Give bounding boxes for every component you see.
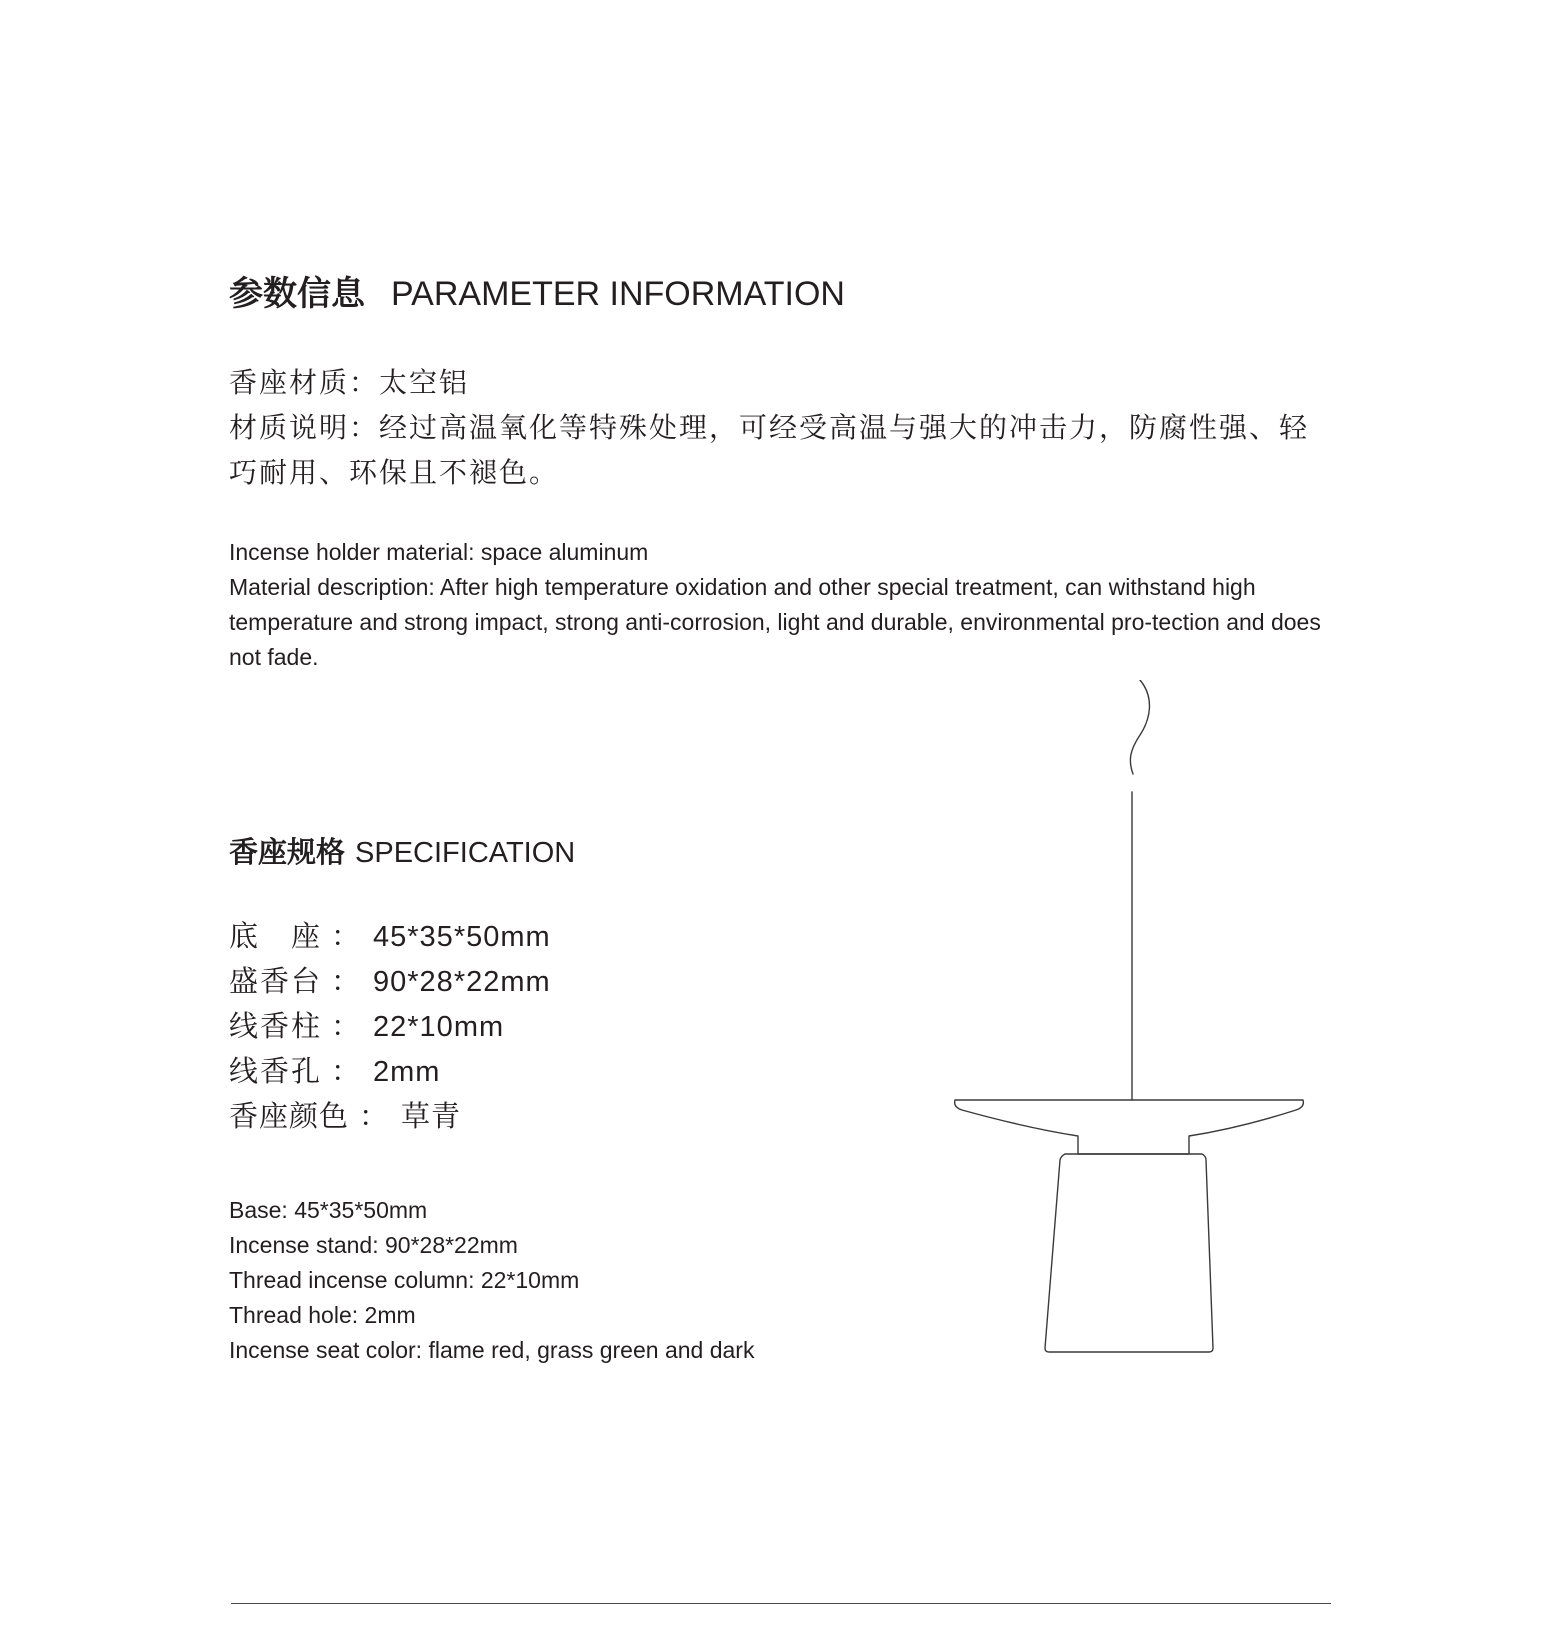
specification-heading-cn: 香座规格: [229, 837, 346, 869]
parameter-heading-en: PARAMETER INFORMATION: [391, 275, 845, 313]
spec-value: 2mm: [373, 1056, 441, 1088]
spec-label: 盛香台: [229, 966, 321, 998]
spec-colon: ：: [331, 921, 362, 953]
spec-en-stand: Incense stand: 90*28*22mm: [229, 1232, 518, 1258]
spec-row-color: [229, 1095, 551, 1140]
spec-label: 底 座: [229, 921, 321, 953]
material-en: Incense holder material: space aluminum: [229, 539, 649, 565]
footer-divider: [231, 1603, 1331, 1604]
spec-row-column: [229, 1005, 551, 1050]
specification-heading: [229, 830, 575, 871]
spec-colon: ：: [331, 966, 362, 998]
incense-holder-drawing: [940, 680, 1340, 1360]
spec-en-color: Incense seat color: flame red, grass green and dark: [229, 1337, 755, 1363]
spec-colon: ：: [331, 1056, 362, 1088]
spec-list-cn: [229, 915, 551, 1140]
incense-tray: [955, 1100, 1304, 1154]
smoke-line: [1130, 680, 1149, 774]
material-cn: 香座材质：太空铝: [229, 367, 470, 398]
spec-en-column: Thread incense column: 22*10mm: [229, 1267, 580, 1293]
parameter-heading: [229, 266, 845, 315]
spec-row-stand: [229, 960, 551, 1005]
spec-label: 香座颜色: [229, 1101, 350, 1133]
spec-value: 22*10mm: [373, 1011, 505, 1043]
spec-value: 90*28*22mm: [373, 966, 551, 998]
spec-en-base: Base: 45*35*50mm: [229, 1197, 428, 1223]
parameter-heading-cn: 参数信息: [229, 275, 365, 313]
spec-row-hole: [229, 1050, 551, 1095]
description-cn: 材质说明：经过高温氧化等特殊处理，可经受高温与强大的冲击力，防腐性强、轻巧耐用、环保且不褪色。: [229, 412, 1310, 488]
spec-en-hole: Thread hole: 2mm: [229, 1302, 416, 1328]
description-en: Material description: After high temperature oxidation and other special treatment, can withstand high temperature and strong impact, strong anti-corrosion, light and durable, environmental pro-tection and does not fade.: [229, 574, 1321, 670]
incense-base: [1045, 1154, 1213, 1352]
specification-heading-en: SPECIFICATION: [355, 837, 576, 869]
spec-value: 45*35*50mm: [373, 921, 551, 953]
spec-colon: ：: [359, 1101, 390, 1133]
spec-list-en: [229, 1193, 754, 1368]
spec-label: 线香孔: [229, 1056, 321, 1088]
spec-value: 草青: [401, 1101, 462, 1133]
spec-row-base: [229, 915, 551, 960]
spec-label: 线香柱: [229, 1011, 321, 1043]
spec-colon: ：: [331, 1011, 362, 1043]
